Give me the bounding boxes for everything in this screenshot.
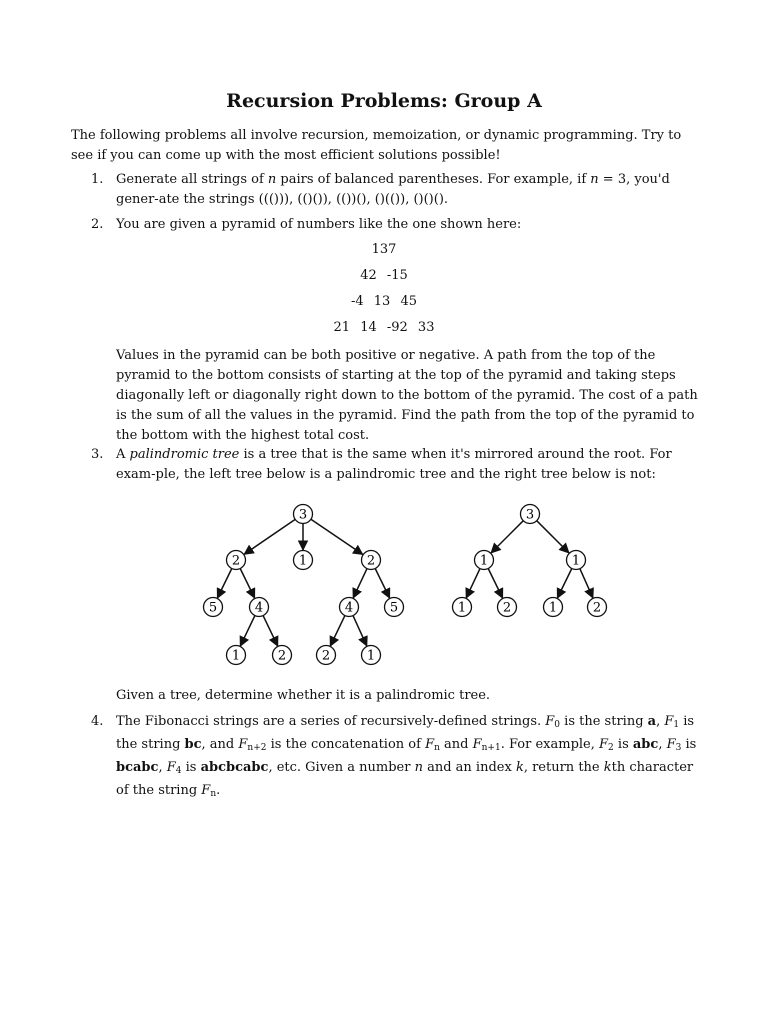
pyramid-row-3: -4 13 45: [350, 294, 417, 309]
text-run: is the concatenation of: [266, 737, 426, 752]
problem-1-text: [116, 170, 700, 210]
text-run: . For example,: [500, 737, 600, 752]
right-tree-node-label: 2: [592, 600, 602, 616]
term-palindromic-tree: palindromic tree: [129, 447, 240, 462]
text-run: A: [116, 447, 130, 462]
var-n: n: [267, 172, 277, 187]
left-tree-edge: [244, 519, 295, 554]
var-F: F: [201, 783, 211, 798]
text-run: is a tree that is the same when it's mirrored around the root. For exam-ple, the left tree below is a palindromic tree and the right tree below is not:: [116, 447, 672, 482]
subscript: n+2: [247, 743, 267, 753]
right-tree-edge: [491, 521, 523, 553]
left-tree-edge: [240, 616, 255, 646]
left-tree-node-label: 5: [389, 600, 399, 616]
right-tree-node-label: 3: [525, 507, 535, 523]
page-title: Recursion Problems: Group A: [226, 90, 542, 112]
left-tree-node: [294, 551, 313, 570]
problem-3-text: [116, 445, 700, 485]
var-F: F: [599, 737, 609, 752]
right-tree-node: [544, 598, 563, 617]
bold-string: abcbcabc: [200, 760, 269, 775]
right-tree-node: [498, 598, 517, 617]
right-tree-node: [588, 598, 607, 617]
text-run: is: [681, 737, 697, 752]
text-run: pairs of balanced parentheses. For example, if: [276, 172, 591, 187]
problem-4-text: [116, 712, 700, 804]
text-run: , etc. Given a number: [268, 760, 415, 775]
text-run: is the string: [560, 714, 648, 729]
problem-3: [71, 445, 701, 487]
text-run: , return the: [523, 760, 604, 775]
right-tree-edge: [580, 569, 593, 598]
left-tree-node-label: 1: [366, 648, 376, 664]
left-tree-node-label: 2: [366, 553, 376, 569]
text-run: ,: [656, 714, 665, 729]
left-tree-node: [340, 598, 359, 617]
bold-string: bcabc: [116, 760, 159, 775]
left-tree-node: [362, 646, 381, 665]
left-tree-edge: [263, 616, 278, 646]
left-tree-edge: [375, 569, 389, 599]
var-F: F: [425, 737, 435, 752]
var-n: n: [590, 172, 599, 187]
problem-2: [71, 215, 701, 237]
problem-number: 1.: [91, 172, 104, 187]
text-run: ,: [658, 737, 667, 752]
bold-string: a: [647, 714, 657, 729]
problem-number: 4.: [91, 714, 104, 729]
right-tree-edge: [488, 569, 502, 599]
left-tree-node-label: 3: [298, 507, 308, 523]
problem-2-followup: Values in the pyramid can be both positive or negative. A path from the top of the pyramid to the bottom consists of starting at the top of the pyramid and taking steps diagonally left or diagonally right down to the bottom of the pyramid. The cost of a path is the sum of all the values in the pyramid. Find the path from the top of the pyramid to the bottom with the highest total cost.: [116, 348, 698, 443]
left-tree-edge: [353, 616, 367, 646]
right-tree-node-label: 1: [479, 553, 489, 569]
var-F: F: [472, 737, 482, 752]
subscript: 2: [608, 743, 614, 753]
left-tree-node: [273, 646, 292, 665]
left-tree-node-label: 1: [231, 648, 241, 664]
problem-2-text: You are given a pyramid of numbers like the one shown here:: [116, 217, 522, 232]
problem-number: 2.: [91, 217, 104, 232]
problem-4: [71, 712, 701, 799]
subscript: 4: [175, 766, 182, 776]
left-tree-node-label: 2: [321, 648, 331, 664]
pyramid-row-1: 137: [371, 242, 397, 257]
right-tree-node-label: 1: [548, 600, 558, 616]
right-tree-edge: [537, 521, 569, 553]
var-k: k: [515, 760, 524, 775]
problem-1: [71, 170, 701, 212]
text-run: is: [613, 737, 633, 752]
subscript: n+1: [481, 743, 501, 753]
left-tree-edge: [330, 616, 345, 646]
var-F: F: [666, 737, 676, 752]
left-tree-edge: [217, 569, 231, 599]
text-run: is: [181, 760, 201, 775]
right-tree-node: [475, 551, 494, 570]
right-tree-edge: [466, 569, 480, 598]
text-run: Generate all strings of: [116, 172, 268, 187]
var-k: k: [603, 760, 612, 775]
text-run: is the string: [116, 714, 695, 752]
left-tree-node-label: 5: [208, 600, 218, 616]
left-tree-node-label: 4: [254, 600, 264, 616]
right-tree-node: [521, 505, 540, 524]
problem-number: 3.: [91, 447, 104, 462]
left-tree-node-label: 4: [344, 600, 354, 616]
var-F: F: [664, 714, 674, 729]
text-run: and: [439, 737, 473, 752]
subscript: 1: [673, 720, 680, 730]
subscript: 3: [675, 743, 682, 753]
left-tree-edge: [353, 569, 367, 598]
right-tree-node-label: 1: [457, 600, 467, 616]
left-tree-edge: [311, 519, 363, 554]
text-run: = 3, you'd gener-ate the strings ((())), (()()), (())(), ()(()), ()()().: [116, 172, 670, 207]
left-tree-node-label: 2: [231, 553, 241, 569]
pyramid-row-4: 21 14 -92 33: [333, 320, 435, 335]
text-run: ,: [158, 760, 167, 775]
left-tree-node: [227, 551, 246, 570]
right-tree-node-label: 1: [571, 553, 581, 569]
pyramid-row-2: 42 -15: [360, 268, 408, 283]
bold-string: bc: [184, 737, 202, 752]
subscript: n: [210, 789, 217, 799]
right-tree-node: [453, 598, 472, 617]
left-tree-node: [294, 505, 313, 524]
var-n: n: [414, 760, 423, 775]
right-tree-node-label: 2: [502, 600, 512, 616]
text-run: and an index: [422, 760, 516, 775]
var-F: F: [238, 737, 248, 752]
text-run: The Fibonacci strings are a series of recursively-defined strings.: [116, 714, 546, 729]
text-run: .: [216, 783, 221, 798]
left-tree-node: [362, 551, 381, 570]
left-tree-node-label: 2: [277, 648, 287, 664]
tree-diagrams: [0, 500, 768, 670]
bold-string: abc: [632, 737, 659, 752]
left-tree-node: [385, 598, 404, 617]
left-tree-node-label: 1: [298, 553, 308, 569]
left-tree-node: [250, 598, 269, 617]
var-F: F: [545, 714, 555, 729]
intro-paragraph: The following problems all involve recursion, memoization, or dynamic programming. Try to see if you can come up with the most efficient solutions possible!: [71, 128, 682, 163]
text-run: , and: [201, 737, 239, 752]
problem-3-followup: Given a tree, determine whether it is a palindromic tree.: [116, 688, 491, 703]
text-run: th character of the string: [116, 760, 694, 798]
right-tree-node: [567, 551, 586, 570]
left-tree-node: [227, 646, 246, 665]
left-tree-edge: [240, 569, 254, 599]
subscript: 0: [554, 720, 561, 730]
subscript: n: [434, 743, 440, 753]
left-tree-node: [317, 646, 336, 665]
right-tree-edge: [557, 569, 571, 599]
left-tree-node: [204, 598, 223, 617]
var-F: F: [166, 760, 176, 775]
